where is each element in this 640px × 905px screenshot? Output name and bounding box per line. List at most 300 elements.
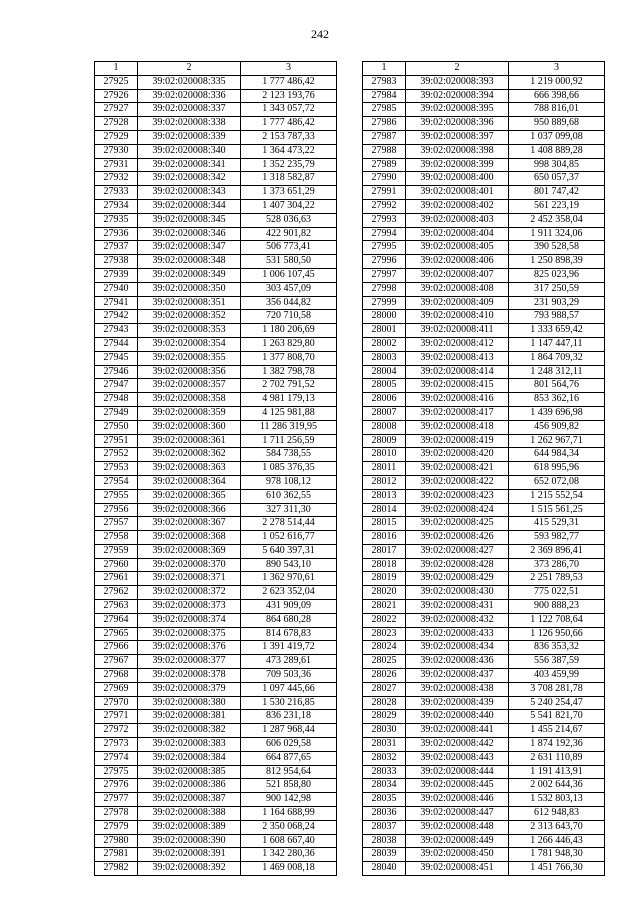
cadastral-number-cell: 39:02:020008:347 bbox=[138, 241, 241, 255]
table-row bbox=[363, 848, 605, 862]
row-number-cell: 28027 bbox=[363, 682, 406, 696]
row-number-cell: 28016 bbox=[363, 531, 406, 545]
table-row bbox=[95, 586, 337, 600]
cadastral-number-cell: 39:02:020008:421 bbox=[406, 462, 509, 476]
row-number-cell: 28006 bbox=[363, 393, 406, 407]
value-cell: 1 037 099,08 bbox=[509, 130, 605, 144]
row-number-cell: 28009 bbox=[363, 434, 406, 448]
table-row bbox=[95, 572, 337, 586]
row-number-cell: 27925 bbox=[95, 75, 138, 89]
table-row bbox=[95, 406, 337, 420]
cadastral-number-cell: 39:02:020008:354 bbox=[138, 337, 241, 351]
row-number-cell: 28005 bbox=[363, 379, 406, 393]
row-number-cell: 27947 bbox=[95, 379, 138, 393]
value-cell: 473 289,61 bbox=[241, 655, 337, 669]
value-cell: 1 333 659,42 bbox=[509, 324, 605, 338]
row-number-cell: 27962 bbox=[95, 586, 138, 600]
table-row bbox=[363, 462, 605, 476]
cadastral-number-cell: 39:02:020008:401 bbox=[406, 186, 509, 200]
cadastral-number-cell: 39:02:020008:362 bbox=[138, 448, 241, 462]
row-number-cell: 27986 bbox=[363, 117, 406, 131]
table-row bbox=[363, 144, 605, 158]
row-number-cell: 27987 bbox=[363, 130, 406, 144]
row-number-cell: 28030 bbox=[363, 724, 406, 738]
table-row bbox=[363, 296, 605, 310]
row-number-cell: 27997 bbox=[363, 268, 406, 282]
row-number-cell: 28037 bbox=[363, 820, 406, 834]
value-cell: 584 738,55 bbox=[241, 448, 337, 462]
cadastral-number-cell: 39:02:020008:343 bbox=[138, 186, 241, 200]
value-cell: 1 874 192,36 bbox=[509, 738, 605, 752]
value-cell: 1 318 582,87 bbox=[241, 172, 337, 186]
cadastral-number-cell: 39:02:020008:386 bbox=[138, 779, 241, 793]
value-cell: 317 250,59 bbox=[509, 282, 605, 296]
cadastral-number-cell: 39:02:020008:384 bbox=[138, 751, 241, 765]
cadastral-number-cell: 39:02:020008:412 bbox=[406, 337, 509, 351]
cadastral-number-cell: 39:02:020008:414 bbox=[406, 365, 509, 379]
cadastral-number-cell: 39:02:020008:339 bbox=[138, 130, 241, 144]
table-row bbox=[363, 544, 605, 558]
value-cell: 836 353,32 bbox=[509, 641, 605, 655]
table-row bbox=[363, 434, 605, 448]
cadastral-number-cell: 39:02:020008:365 bbox=[138, 489, 241, 503]
cadastral-number-cell: 39:02:020008:402 bbox=[406, 199, 509, 213]
table-row bbox=[95, 462, 337, 476]
cadastral-number-cell: 39:02:020008:363 bbox=[138, 462, 241, 476]
table-row bbox=[363, 641, 605, 655]
value-cell: 431 909,09 bbox=[241, 600, 337, 614]
cadastral-number-cell: 39:02:020008:397 bbox=[406, 130, 509, 144]
value-cell: 1 052 616,77 bbox=[241, 531, 337, 545]
value-cell: 1 373 651,29 bbox=[241, 186, 337, 200]
value-cell: 303 457,09 bbox=[241, 282, 337, 296]
cadastral-number-cell: 39:02:020008:393 bbox=[406, 75, 509, 89]
cadastral-number-cell: 39:02:020008:348 bbox=[138, 255, 241, 269]
cadastral-number-cell: 39:02:020008:450 bbox=[406, 848, 509, 862]
cadastral-number-cell: 39:02:020008:366 bbox=[138, 503, 241, 517]
value-cell: 1 126 950,66 bbox=[509, 627, 605, 641]
value-cell: 650 057,37 bbox=[509, 172, 605, 186]
table-row bbox=[95, 227, 337, 241]
value-cell: 1 342 280,36 bbox=[241, 848, 337, 862]
cadastral-number-cell: 39:02:020008:358 bbox=[138, 393, 241, 407]
table-row bbox=[95, 779, 337, 793]
table-row bbox=[363, 600, 605, 614]
value-cell: 1 263 829,80 bbox=[241, 337, 337, 351]
value-cell: 1 532 803,13 bbox=[509, 793, 605, 807]
row-number-cell: 27937 bbox=[95, 241, 138, 255]
row-number-cell: 27941 bbox=[95, 296, 138, 310]
row-number-cell: 28040 bbox=[363, 862, 406, 876]
cadastral-number-cell: 39:02:020008:368 bbox=[138, 531, 241, 545]
row-number-cell: 28015 bbox=[363, 517, 406, 531]
row-number-cell: 27951 bbox=[95, 434, 138, 448]
row-number-cell: 28012 bbox=[363, 475, 406, 489]
table-row bbox=[95, 627, 337, 641]
value-cell: 506 773,41 bbox=[241, 241, 337, 255]
table-row bbox=[363, 807, 605, 821]
table-row bbox=[363, 489, 605, 503]
cadastral-number-cell: 39:02:020008:407 bbox=[406, 268, 509, 282]
row-number-cell: 27993 bbox=[363, 213, 406, 227]
cadastral-number-cell: 39:02:020008:360 bbox=[138, 420, 241, 434]
row-number-cell: 27956 bbox=[95, 503, 138, 517]
table-row bbox=[363, 558, 605, 572]
value-cell: 356 044,82 bbox=[241, 296, 337, 310]
table-row bbox=[363, 531, 605, 545]
value-cell: 1 451 766,30 bbox=[509, 862, 605, 876]
column-header-2: 2 bbox=[406, 62, 509, 76]
table-row bbox=[363, 227, 605, 241]
row-number-cell: 27982 bbox=[95, 862, 138, 876]
value-cell: 4 125 981,88 bbox=[241, 406, 337, 420]
value-cell: 2 623 352,04 bbox=[241, 586, 337, 600]
row-number-cell: 27992 bbox=[363, 199, 406, 213]
table-row bbox=[95, 268, 337, 282]
cadastral-number-cell: 39:02:020008:418 bbox=[406, 420, 509, 434]
value-cell: 1 362 970,61 bbox=[241, 572, 337, 586]
table-row bbox=[363, 696, 605, 710]
value-cell: 666 398,66 bbox=[509, 89, 605, 103]
table-row bbox=[95, 862, 337, 876]
left-table bbox=[94, 61, 337, 876]
row-number-cell: 27978 bbox=[95, 807, 138, 821]
row-number-cell: 28032 bbox=[363, 751, 406, 765]
row-number-cell: 27963 bbox=[95, 600, 138, 614]
row-number-cell: 28021 bbox=[363, 600, 406, 614]
value-cell: 531 580,50 bbox=[241, 255, 337, 269]
value-cell: 415 529,31 bbox=[509, 517, 605, 531]
cadastral-number-cell: 39:02:020008:439 bbox=[406, 696, 509, 710]
cadastral-number-cell: 39:02:020008:370 bbox=[138, 558, 241, 572]
table-row bbox=[95, 255, 337, 269]
table-header-row bbox=[95, 62, 337, 76]
value-cell: 1 287 968,44 bbox=[241, 724, 337, 738]
value-cell: 2 631 110,89 bbox=[509, 751, 605, 765]
cadastral-number-cell: 39:02:020008:392 bbox=[138, 862, 241, 876]
cadastral-number-cell: 39:02:020008:405 bbox=[406, 241, 509, 255]
cadastral-number-cell: 39:02:020008:342 bbox=[138, 172, 241, 186]
row-number-cell: 27932 bbox=[95, 172, 138, 186]
cadastral-number-cell: 39:02:020008:390 bbox=[138, 834, 241, 848]
value-cell: 801 747,42 bbox=[509, 186, 605, 200]
value-cell: 709 503,36 bbox=[241, 669, 337, 683]
table-row bbox=[363, 89, 605, 103]
table-row bbox=[95, 751, 337, 765]
row-number-cell: 27996 bbox=[363, 255, 406, 269]
value-cell: 652 072,08 bbox=[509, 475, 605, 489]
table-row bbox=[95, 503, 337, 517]
row-number-cell: 27995 bbox=[363, 241, 406, 255]
cadastral-number-cell: 39:02:020008:364 bbox=[138, 475, 241, 489]
cadastral-number-cell: 39:02:020008:429 bbox=[406, 572, 509, 586]
row-number-cell: 27974 bbox=[95, 751, 138, 765]
row-number-cell: 28002 bbox=[363, 337, 406, 351]
cadastral-number-cell: 39:02:020008:431 bbox=[406, 600, 509, 614]
cadastral-number-cell: 39:02:020008:442 bbox=[406, 738, 509, 752]
table-row bbox=[95, 379, 337, 393]
table-row bbox=[363, 393, 605, 407]
row-number-cell: 27955 bbox=[95, 489, 138, 503]
table-row bbox=[95, 296, 337, 310]
cadastral-number-cell: 39:02:020008:406 bbox=[406, 255, 509, 269]
row-number-cell: 27981 bbox=[95, 848, 138, 862]
cadastral-number-cell: 39:02:020008:395 bbox=[406, 103, 509, 117]
cadastral-number-cell: 39:02:020008:443 bbox=[406, 751, 509, 765]
value-cell: 561 223,19 bbox=[509, 199, 605, 213]
table-row bbox=[95, 365, 337, 379]
table-row bbox=[95, 807, 337, 821]
table-row bbox=[95, 655, 337, 669]
row-number-cell: 27979 bbox=[95, 820, 138, 834]
row-number-cell: 27934 bbox=[95, 199, 138, 213]
cadastral-number-cell: 39:02:020008:410 bbox=[406, 310, 509, 324]
value-cell: 2 369 896,41 bbox=[509, 544, 605, 558]
cadastral-number-cell: 39:02:020008:396 bbox=[406, 117, 509, 131]
row-number-cell: 27988 bbox=[363, 144, 406, 158]
table-row bbox=[95, 724, 337, 738]
row-number-cell: 27957 bbox=[95, 517, 138, 531]
row-number-cell: 28034 bbox=[363, 779, 406, 793]
value-cell: 1 343 057,72 bbox=[241, 103, 337, 117]
value-cell: 836 231,18 bbox=[241, 710, 337, 724]
table-row bbox=[95, 834, 337, 848]
cadastral-number-cell: 39:02:020008:371 bbox=[138, 572, 241, 586]
cadastral-number-cell: 39:02:020008:394 bbox=[406, 89, 509, 103]
cadastral-number-cell: 39:02:020008:336 bbox=[138, 89, 241, 103]
row-number-cell: 27994 bbox=[363, 227, 406, 241]
value-cell: 1 266 446,43 bbox=[509, 834, 605, 848]
value-cell: 814 678,83 bbox=[241, 627, 337, 641]
value-cell: 644 984,34 bbox=[509, 448, 605, 462]
table-row bbox=[95, 324, 337, 338]
cadastral-number-cell: 39:02:020008:419 bbox=[406, 434, 509, 448]
value-cell: 1 364 473,22 bbox=[241, 144, 337, 158]
value-cell: 998 304,85 bbox=[509, 158, 605, 172]
table-row bbox=[95, 558, 337, 572]
row-number-cell: 27926 bbox=[95, 89, 138, 103]
value-cell: 1 147 447,11 bbox=[509, 337, 605, 351]
table-row bbox=[363, 268, 605, 282]
table-row bbox=[363, 213, 605, 227]
cadastral-number-cell: 39:02:020008:338 bbox=[138, 117, 241, 131]
row-number-cell: 28001 bbox=[363, 324, 406, 338]
row-number-cell: 28023 bbox=[363, 627, 406, 641]
value-cell: 1 781 948,30 bbox=[509, 848, 605, 862]
value-cell: 5 541 821,70 bbox=[509, 710, 605, 724]
table-row bbox=[363, 199, 605, 213]
table-row bbox=[95, 130, 337, 144]
row-number-cell: 27972 bbox=[95, 724, 138, 738]
value-cell: 231 903,29 bbox=[509, 296, 605, 310]
value-cell: 801 564,76 bbox=[509, 379, 605, 393]
table-row bbox=[95, 199, 337, 213]
row-number-cell: 28039 bbox=[363, 848, 406, 862]
cadastral-number-cell: 39:02:020008:340 bbox=[138, 144, 241, 158]
value-cell: 720 710,58 bbox=[241, 310, 337, 324]
table-row bbox=[95, 696, 337, 710]
table-row bbox=[95, 186, 337, 200]
table-row bbox=[95, 544, 337, 558]
cadastral-number-cell: 39:02:020008:433 bbox=[406, 627, 509, 641]
table-row bbox=[95, 738, 337, 752]
value-cell: 1 515 561,25 bbox=[509, 503, 605, 517]
row-number-cell: 27968 bbox=[95, 669, 138, 683]
table-row bbox=[95, 489, 337, 503]
row-number-cell: 28024 bbox=[363, 641, 406, 655]
right-table bbox=[362, 61, 605, 876]
cadastral-number-cell: 39:02:020008:388 bbox=[138, 807, 241, 821]
row-number-cell: 27952 bbox=[95, 448, 138, 462]
row-number-cell: 28017 bbox=[363, 544, 406, 558]
value-cell: 612 948,83 bbox=[509, 807, 605, 821]
cadastral-number-cell: 39:02:020008:399 bbox=[406, 158, 509, 172]
table-row bbox=[95, 793, 337, 807]
value-cell: 606 029,58 bbox=[241, 738, 337, 752]
value-cell: 1 122 708,64 bbox=[509, 613, 605, 627]
table-row bbox=[95, 172, 337, 186]
table-row bbox=[363, 655, 605, 669]
value-cell: 864 680,28 bbox=[241, 613, 337, 627]
row-number-cell: 27965 bbox=[95, 627, 138, 641]
cadastral-number-cell: 39:02:020008:383 bbox=[138, 738, 241, 752]
cadastral-number-cell: 39:02:020008:356 bbox=[138, 365, 241, 379]
table-row bbox=[95, 158, 337, 172]
cadastral-number-cell: 39:02:020008:372 bbox=[138, 586, 241, 600]
table-row bbox=[95, 765, 337, 779]
table-row bbox=[363, 682, 605, 696]
value-cell: 2 702 791,52 bbox=[241, 379, 337, 393]
row-number-cell: 27966 bbox=[95, 641, 138, 655]
value-cell: 2 153 787,33 bbox=[241, 130, 337, 144]
value-cell: 1 085 376,35 bbox=[241, 462, 337, 476]
row-number-cell: 28038 bbox=[363, 834, 406, 848]
row-number-cell: 28028 bbox=[363, 696, 406, 710]
column-header-1: 1 bbox=[363, 62, 406, 76]
row-number-cell: 28035 bbox=[363, 793, 406, 807]
table-row bbox=[363, 365, 605, 379]
cadastral-number-cell: 39:02:020008:387 bbox=[138, 793, 241, 807]
table-row bbox=[95, 337, 337, 351]
value-cell: 788 816,01 bbox=[509, 103, 605, 117]
cadastral-number-cell: 39:02:020008:424 bbox=[406, 503, 509, 517]
table-row bbox=[363, 117, 605, 131]
value-cell: 775 022,51 bbox=[509, 586, 605, 600]
left-table-body bbox=[95, 75, 337, 875]
cadastral-number-cell: 39:02:020008:381 bbox=[138, 710, 241, 724]
value-cell: 1 262 967,71 bbox=[509, 434, 605, 448]
cadastral-number-cell: 39:02:020008:427 bbox=[406, 544, 509, 558]
row-number-cell: 27933 bbox=[95, 186, 138, 200]
table-row bbox=[95, 669, 337, 683]
table-row bbox=[363, 503, 605, 517]
table-row bbox=[95, 213, 337, 227]
cadastral-number-cell: 39:02:020008:445 bbox=[406, 779, 509, 793]
row-number-cell: 28013 bbox=[363, 489, 406, 503]
table-row bbox=[363, 158, 605, 172]
value-cell: 900 142,98 bbox=[241, 793, 337, 807]
value-cell: 1 164 688,99 bbox=[241, 807, 337, 821]
table-row bbox=[363, 834, 605, 848]
value-cell: 593 982,77 bbox=[509, 531, 605, 545]
row-number-cell: 27990 bbox=[363, 172, 406, 186]
table-row bbox=[363, 241, 605, 255]
row-number-cell: 27949 bbox=[95, 406, 138, 420]
cadastral-number-cell: 39:02:020008:415 bbox=[406, 379, 509, 393]
row-number-cell: 27945 bbox=[95, 351, 138, 365]
value-cell: 5 240 254,47 bbox=[509, 696, 605, 710]
value-cell: 664 877,65 bbox=[241, 751, 337, 765]
value-cell: 1 097 445,66 bbox=[241, 682, 337, 696]
row-number-cell: 28008 bbox=[363, 420, 406, 434]
row-number-cell: 27959 bbox=[95, 544, 138, 558]
row-number-cell: 27967 bbox=[95, 655, 138, 669]
row-number-cell: 28025 bbox=[363, 655, 406, 669]
table-row bbox=[363, 738, 605, 752]
value-cell: 2 251 789,53 bbox=[509, 572, 605, 586]
table-row bbox=[363, 103, 605, 117]
table-row bbox=[95, 310, 337, 324]
row-number-cell: 28029 bbox=[363, 710, 406, 724]
value-cell: 456 909,82 bbox=[509, 420, 605, 434]
value-cell: 950 889,68 bbox=[509, 117, 605, 131]
table-row bbox=[363, 337, 605, 351]
value-cell: 618 995,96 bbox=[509, 462, 605, 476]
cadastral-number-cell: 39:02:020008:438 bbox=[406, 682, 509, 696]
table-row bbox=[95, 103, 337, 117]
value-cell: 528 036,63 bbox=[241, 213, 337, 227]
cadastral-number-cell: 39:02:020008:437 bbox=[406, 669, 509, 683]
column-header-3: 3 bbox=[509, 62, 605, 76]
cadastral-number-cell: 39:02:020008:416 bbox=[406, 393, 509, 407]
row-number-cell: 27991 bbox=[363, 186, 406, 200]
value-cell: 521 858,80 bbox=[241, 779, 337, 793]
cadastral-number-cell: 39:02:020008:355 bbox=[138, 351, 241, 365]
cadastral-number-cell: 39:02:020008:361 bbox=[138, 434, 241, 448]
table-row bbox=[363, 862, 605, 876]
table-row bbox=[363, 475, 605, 489]
value-cell: 5 640 397,31 bbox=[241, 544, 337, 558]
cadastral-number-cell: 39:02:020008:369 bbox=[138, 544, 241, 558]
table-row bbox=[95, 475, 337, 489]
table-header-row bbox=[363, 62, 605, 76]
cadastral-number-cell: 39:02:020008:359 bbox=[138, 406, 241, 420]
table-row bbox=[363, 420, 605, 434]
cadastral-number-cell: 39:02:020008:349 bbox=[138, 268, 241, 282]
cadastral-number-cell: 39:02:020008:379 bbox=[138, 682, 241, 696]
row-number-cell: 27940 bbox=[95, 282, 138, 296]
cadastral-number-cell: 39:02:020008:417 bbox=[406, 406, 509, 420]
table-row bbox=[95, 75, 337, 89]
row-number-cell: 27976 bbox=[95, 779, 138, 793]
row-number-cell: 28000 bbox=[363, 310, 406, 324]
table-row bbox=[95, 710, 337, 724]
cadastral-number-cell: 39:02:020008:351 bbox=[138, 296, 241, 310]
table-row bbox=[363, 186, 605, 200]
value-cell: 327 311,30 bbox=[241, 503, 337, 517]
row-number-cell: 27983 bbox=[363, 75, 406, 89]
row-number-cell: 28003 bbox=[363, 351, 406, 365]
table-row bbox=[95, 393, 337, 407]
value-cell: 373 286,70 bbox=[509, 558, 605, 572]
cadastral-number-cell: 39:02:020008:422 bbox=[406, 475, 509, 489]
table-row bbox=[95, 144, 337, 158]
value-cell: 390 528,58 bbox=[509, 241, 605, 255]
table-row bbox=[95, 517, 337, 531]
cadastral-number-cell: 39:02:020008:440 bbox=[406, 710, 509, 724]
row-number-cell: 28036 bbox=[363, 807, 406, 821]
cadastral-number-cell: 39:02:020008:352 bbox=[138, 310, 241, 324]
